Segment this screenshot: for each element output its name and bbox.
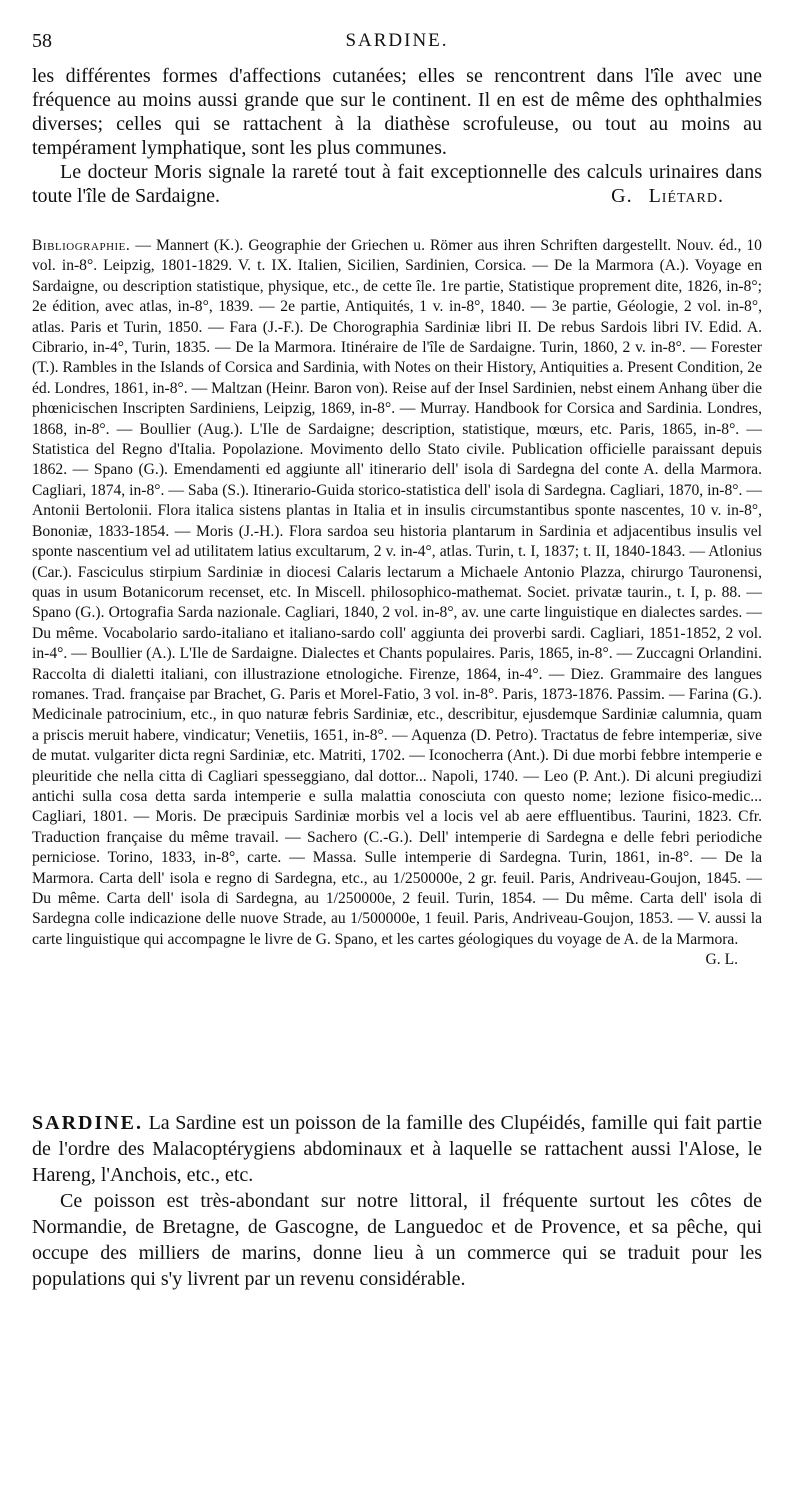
- bibliography: [32, 236, 762, 971]
- paragraph-calculs-text: Le docteur Moris signale la rareté tout à fait exceptionnelle des calculs urinaires dans toute l'île de Sardaigne.: [32, 161, 762, 207]
- bibliography-signature: G. L.: [705, 951, 738, 969]
- author-signature: [583, 184, 724, 208]
- paragraph-cutaneous: les différentes formes d'affections cutanées; elles se rencontrent dans l'île avec une fréquence au moins aussi grande que sur le continent. Il en est de même des ophthalmies diverses; celles qui se rattachent à la diathèse scrofuleuse, ou tout au moins au tempérament lymphatique, sont les plus communes.: [32, 65, 762, 159]
- sardine-article: [32, 1110, 762, 1292]
- bibliography-text: — Mannert (K.). Geographie der Griechen u. Römer aus ihren Schriften dargestellt. Nouv. éd., 10 vol. in-8°. Leipzig, 1801-1829. V. t. IX. Italien, Sicilien, Sardinien, Corsica. — De la Marmora (A.). Voyage en Sardaigne, ou description statistique, physique, etc., de cette île. 1re partie, Statistique proprement dite, 1826, in-8°; 2e édition, avec atlas, in-8°, 1839. — 2e partie, Antiquités, 1 v. in-8°, 1840. — 3e partie, Géologie, 2 vol. in-8°, atlas. Paris et Turin, 1850. — Fara (J.-F.). De Chorographia Sardiniæ libri II. De rebus Sardois libri IV. Edid. A. Cibrario, in-4°, Turin, 1835. — De la Marmora. Itinéraire de l'île de Sardaigne. Turin, 1860, 2 v. in-8°. — Forester (T.). Rambles in the Islands of Corsica and Sardinia, with Notes on their History, Antiquities a. Present Condition, 2e éd. Londres, 1861, in-8°. — Maltzan (Heinr. Baron von). Reise auf der Insel Sardinien, nebst einem Anhang über die phœnicischen Inscripten Sardiniens, Leipzig, 1869, in-8°. — Murray. Handbook for Corsica and Sardinia. Londres, 1868, in-8°. — Boullier (Aug.). L'Ile de Sardaigne; description, statistique, mœurs, etc. Paris, 1865, in-8°. — Statistica del Regno d'Italia. Popolazione. Movimento dello Stato civile. Publication officielle paraissant depuis 1862. — Spano (G.). Emendamenti ed aggiunte all' itinerario dell' isola di Sardegna del conte A. della Marmora. Cagliari, 1874, in-8°. — Saba (S.). Itinerario-Guida storico-statistica dell' isola di Sardegna. Cagliari, 1870, in-8°. — Antonii Bertolonii. Flora italica sistens plantas in Italia et in insulis circumstantibus sponte nascentes, 10 v. in-8°, Bononiæ, 1833-1854. — Moris (J.-H.). Flora sardoa seu historia plantarum in Sardinia et adjacentibus insulis vel sponte nascentium vel ad utilitatem latius excultarum, 2 v. in-4°, atlas. Turin, t. I, 1837; t. II, 1840-1843. — Atlonius (Car.). Fasciculus stirpium Sardiniæ in diocesi Calaris lectarum a Michaele Antonio Plazza, chirurgo Tauronensi, quas in usum Botanicorum recenset, etc. In Miscell. philosophico-mathemat. Societ. privatæ taurin., t. I, p. 88. — Spano (G.). Ortografia Sarda nazionale. Cagliari, 1840, 2 vol. in-8°, av. une carte linguistique en dialectes sardes. — Du même. Vocabolario sardo-italiano et italiano-sardo coll' aggiunta dei proverbi sardi. Cagliari, 1851-1852, 2 vol. in-4°. — Boullier (A.). L'Ile de Sardaigne. Dialectes et Chants populaires. Paris, 1865, in-8°. — Zuccagni Orlandini. Raccolta di dialetti italiani, con illustrazione etnologiche. Firenze, 1864, in-4°. — Diez. Grammaire des langues romanes. Trad. française par Brachet, G. Paris et Morel-Fatio, 3 vol. in-8°. Paris, 1873-1876. Passim. — Farina (G.). Medicinale patrocinium, etc., in quo naturæ febris Sardiniæ, etc., describitur, ejusdemque Sardiniæ calumnia, quam a priscis meruit habere, vindicatur; Venetiis, 1651, in-8°. — Aquenza (D. Petro). Tractatus de febre intemperiæ, sive de mutat. vulgariter dicta regni Sardiniæ, etc. Matriti, 1702. — Iconocherra (Ant.). Di due morbi febbre intemperie e pleuritide che nella citta di Cagliari spesseggiano, dal dottor... Napoli, 1740. — Leo (P. Ant.). Di alcuni pregiudizi antichi sulla cosa detta sarda intemperie e sulla malattia conosciuta con questo nome; lezione fisico-medic... Cagliari, 1801. — Moris. De præcipuis Sardiniæ morbis vel a locis vel ab aere effluentibus. Taurini, 1823. Cfr. Traduction française du même travail. — Sachero (C.-G.). Dell' intemperie di Sardegna e delle febri periodiche perniciose. Torino, 1833, in-8°, carte. — Massa. Sulle intemperie di Sardegna. Turin, 1861, in-8°. — De la Marmora. Carta dell' isola e regno di Sardegna, etc., au 1/250000e, 2 gr. feuil. Paris, Andriveau-Goujon, 1845. — Du même. Carta dell' isola di Sardegna, au 1/250000e, 2 feuil. Turin, 1854. — Du même. Carta dell' isola di Sardegna colle indicazione delle nuove Strade, au 1/500000e, 1 feuil. Paris, Andriveau-Goujon, 1853. — V. aussi la carte linguistique qui accompagne le livre de G. Spano, et les cartes géologiques du voyage de A. de la Marmora.: [32, 237, 762, 948]
- continued-text: [32, 64, 762, 208]
- page-header: [32, 30, 762, 54]
- author-name: Liétard.: [648, 185, 724, 207]
- page-number: 58: [32, 30, 52, 52]
- author-initial: G.: [611, 185, 633, 207]
- article-headword: SARDINE.: [32, 1112, 144, 1134]
- article-paragraph-1-text: La Sardine est un poisson de la famille des Clupéidés, famille qui fait partie de l'ordre des Malacoptérygiens abdominaux et à laquelle se rattachent aussi l'Alose, le Hareng, l'Anchois, etc., etc.: [32, 1112, 763, 1186]
- paragraph-calculs: [32, 160, 762, 208]
- article-paragraph-1: [32, 1110, 762, 1188]
- bibliography-label: Bibliographie.: [32, 237, 131, 254]
- running-head: SARDINE.: [345, 30, 449, 51]
- article-paragraph-2: Ce poisson est très-abondant sur notre littoral, il fréquente surtout les côtes de Normandie, de Bretagne, de Gascogne, de Languedoc et de Provence, et sa pêche, qui occupe des milliers de marins, donne lieu à un commerce qui se traduit pour les populations qui s'y livrent par un revenu considérable.: [32, 1190, 762, 1290]
